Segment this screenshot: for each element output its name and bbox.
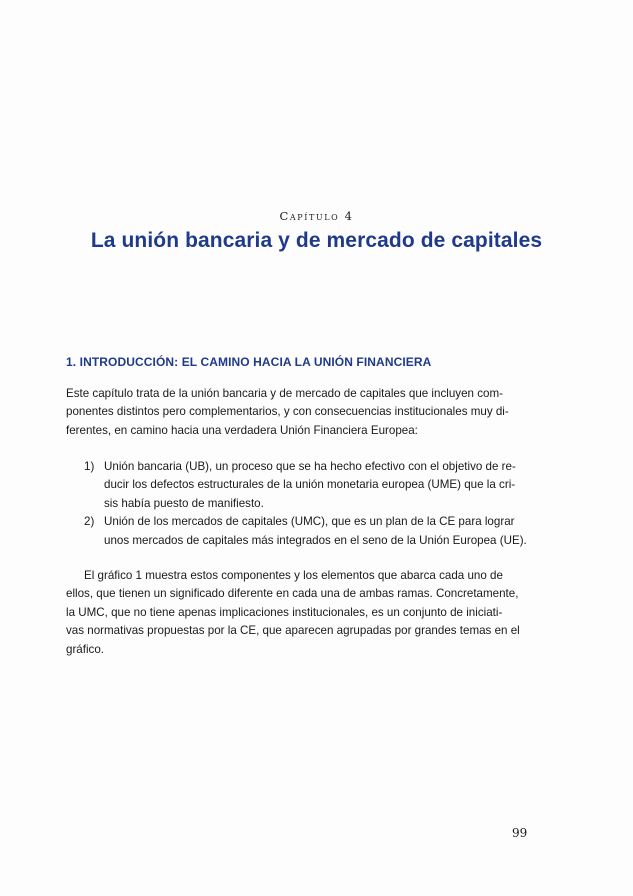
closing-line: la UMC, que no tiene apenas implicaciones institucionales, es un conjunto de iniciati- bbox=[66, 605, 503, 619]
closing-line: ellos, que tienen un significado diferente en cada una de ambas ramas. Concretamente, bbox=[66, 587, 519, 601]
closing-line: gráfico. bbox=[66, 642, 105, 656]
intro-line: ponentes distintos pero complementarios, y con consecuencias institucionales muy di- bbox=[66, 405, 509, 419]
closing-line: El gráfico 1 muestra estos componentes y los elementos que abarca cada uno de bbox=[84, 569, 503, 582]
list-item-number: 1) bbox=[84, 460, 95, 473]
component-list bbox=[66, 458, 532, 550]
chapter-label: Capítulo 4 bbox=[279, 209, 354, 223]
intro-line: Este capítulo trata de la unión bancaria y de mercado de capitales que incluyen com- bbox=[66, 387, 503, 400]
list-item bbox=[66, 513, 532, 550]
list-item-line: Unión de los mercados de capitales (UMC), que es un plan de la CE para lograr bbox=[104, 515, 515, 529]
closing-line: vas normativas propuestas por la CE, que aparecen agrupadas por grandes temas en el bbox=[66, 624, 520, 638]
page-number: 99 bbox=[512, 826, 528, 840]
list-item-line: unos mercados de capitales más integrados en el seno de la Unión Europea (UE). bbox=[104, 533, 527, 547]
closing-paragraph bbox=[66, 567, 532, 659]
intro-line: ferentes, en camino hacia una verdadera Unión Financiera Europea: bbox=[66, 423, 418, 437]
list-item-number: 2) bbox=[84, 515, 95, 529]
list-item-line: sis había puesto de manifiesto. bbox=[104, 496, 264, 510]
chapter-title: La unión bancaria y de mercado de capitales bbox=[90, 229, 543, 252]
section-heading: 1. INTRODUCCIÓN: EL CAMINO HACIA LA UNIÓN FINANCIERA bbox=[66, 355, 432, 369]
list-item-line: ducir los defectos estructurales de la unión monetaria europea (UME) que la cri- bbox=[104, 478, 516, 492]
list-item-line: Unión bancaria (UB), un proceso que se ha hecho efectivo con el objetivo de re- bbox=[104, 460, 516, 473]
intro-paragraph bbox=[66, 385, 532, 440]
list-item bbox=[66, 458, 532, 513]
